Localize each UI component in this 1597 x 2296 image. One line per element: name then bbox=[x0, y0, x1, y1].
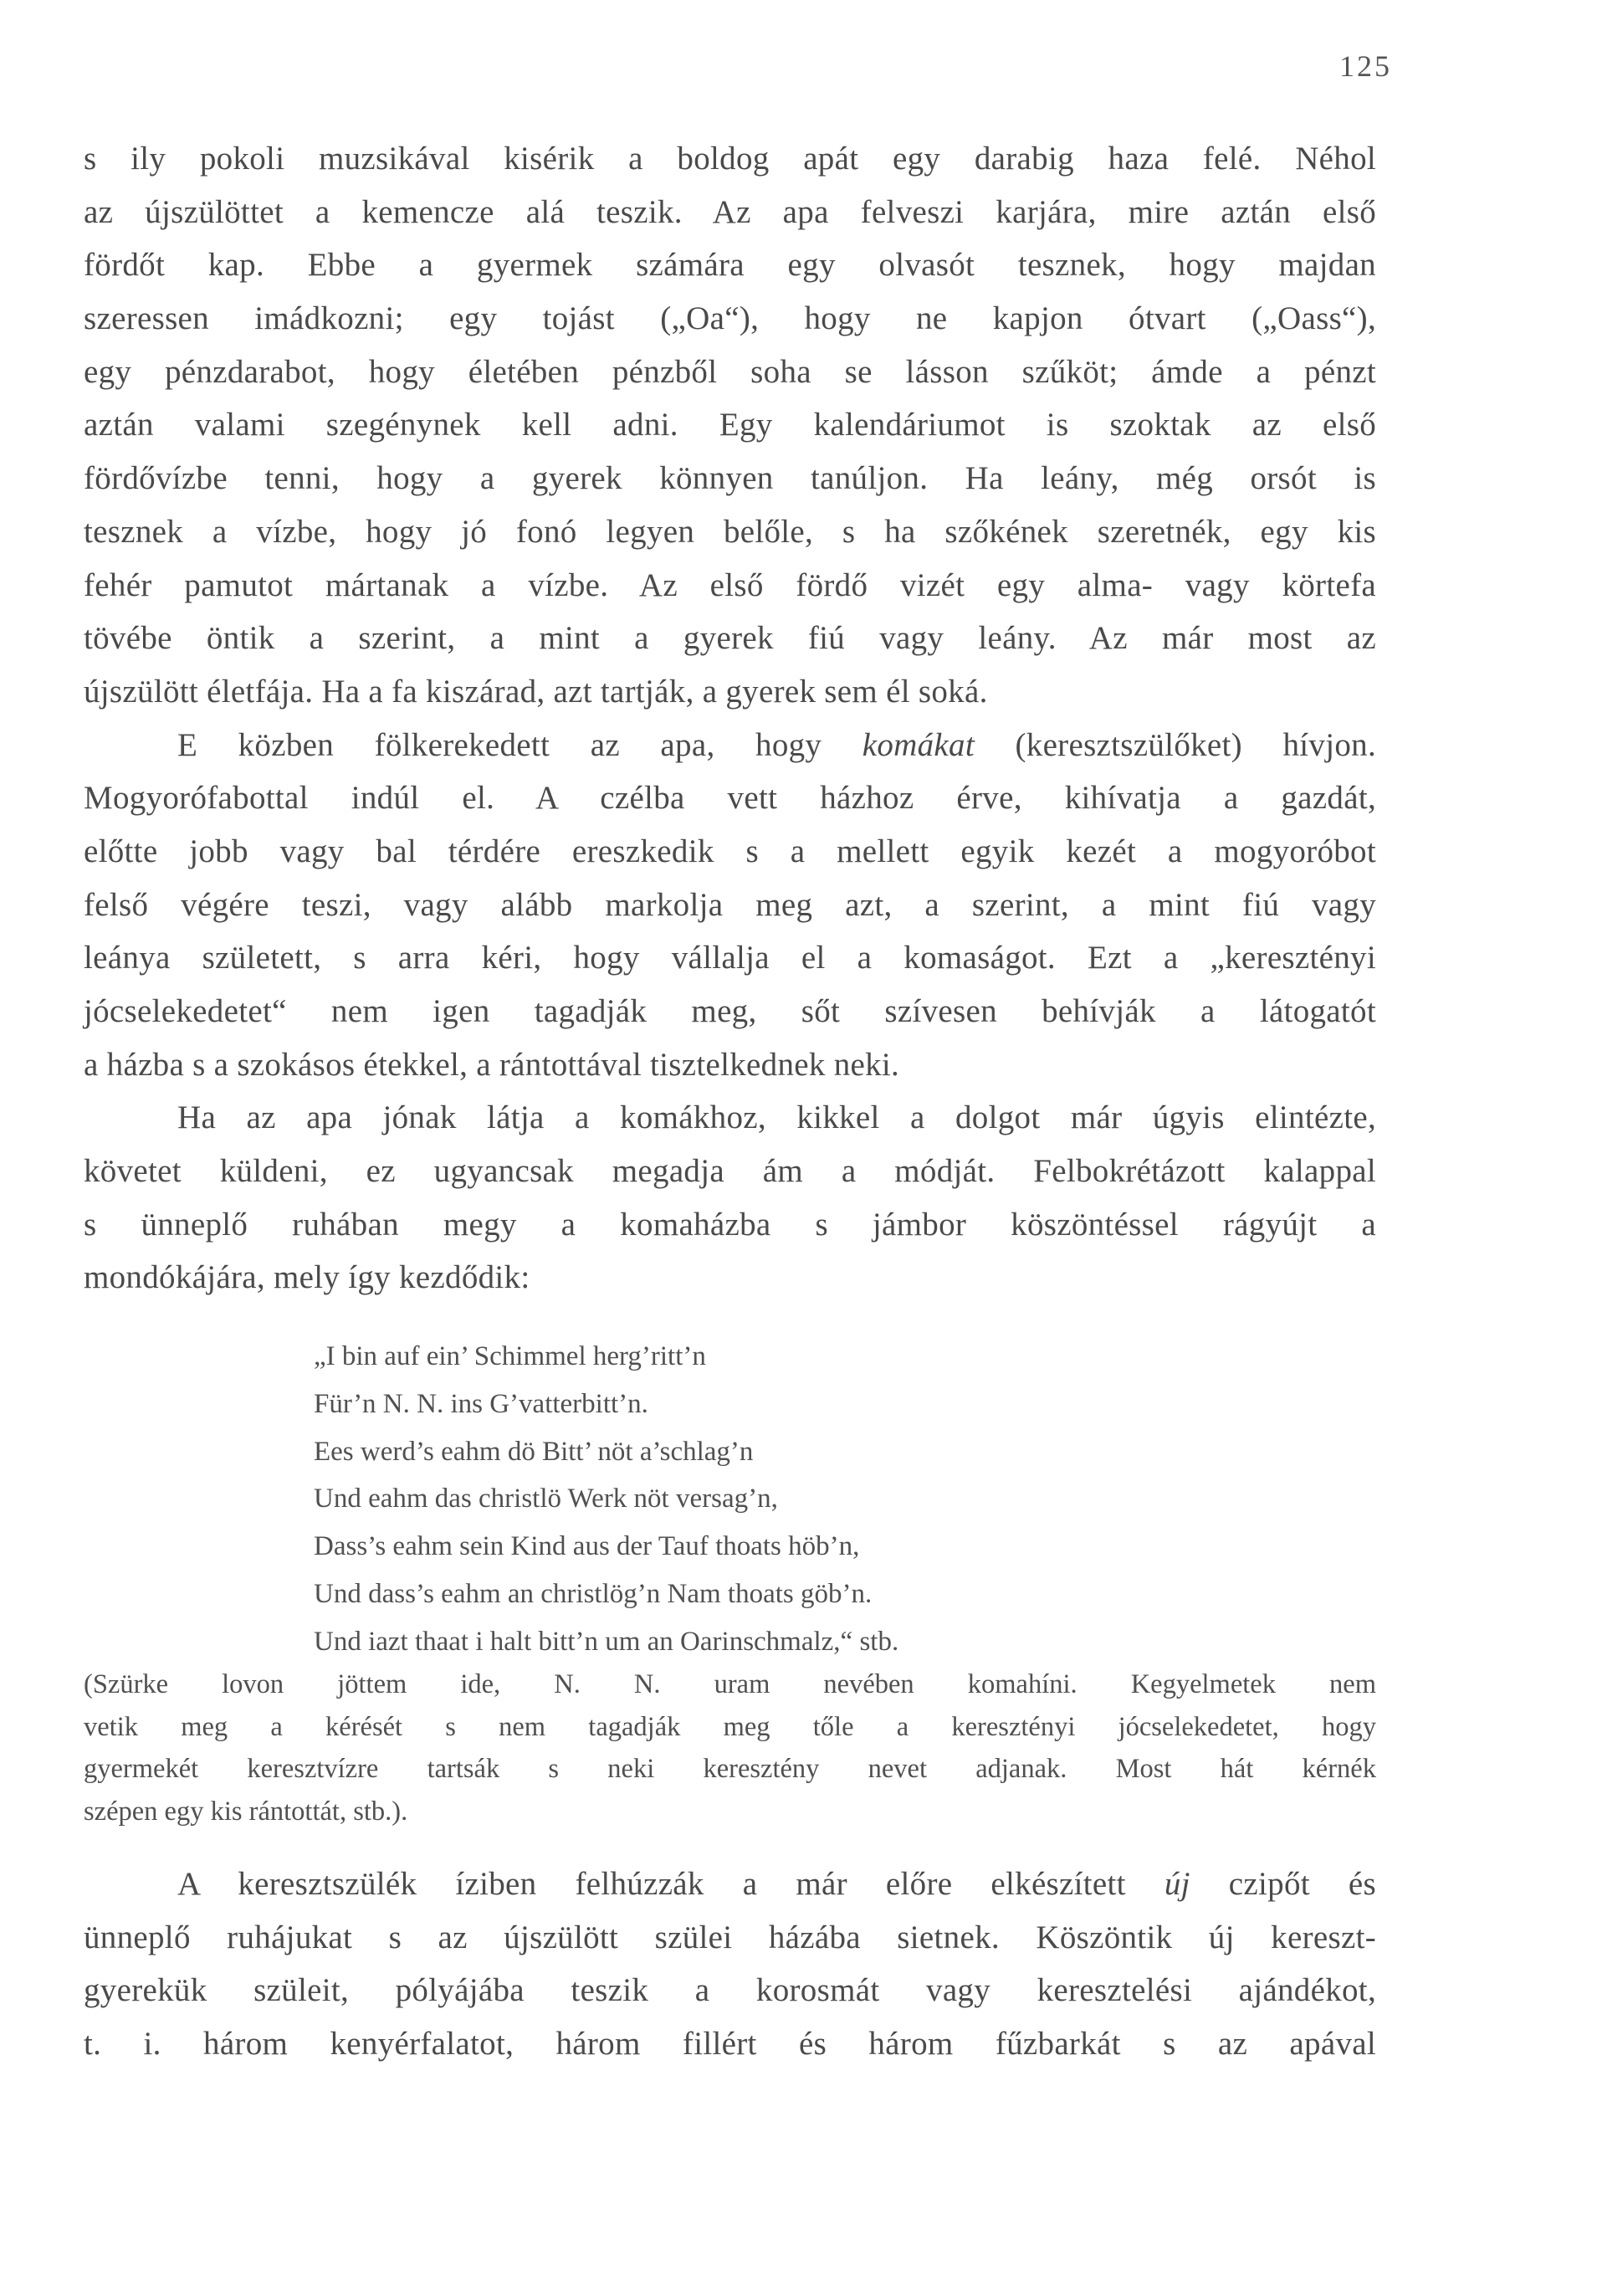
verse-line: Und eahm das christlö Werk nöt versag’n, bbox=[314, 1484, 778, 1514]
verse-line: Ees werd’s eahm dö Bitt’ nöt a’schlag’n bbox=[314, 1436, 754, 1467]
text-line: fehér pamutot mártanak a vízbe. Az első fördő vizét egy alma- vagy körtefa bbox=[84, 566, 1376, 603]
text-line: jócselekedetet“ nem igen tagadják meg, sőt szívesen behívják a látogatót bbox=[84, 993, 1376, 1029]
text-line: aztán valami szegénynek kell adni. Egy kalendáriumot is szoktak az első bbox=[84, 407, 1376, 443]
text-line: a házba s a szokásos étekkel, a rántottával tisztelkednek neki. bbox=[84, 1046, 900, 1083]
page-number: 125 bbox=[1339, 49, 1392, 83]
verse-line: „I bin auf ein’ Schimmel herg’ritt’n bbox=[314, 1341, 706, 1371]
verse-block bbox=[314, 1333, 898, 1666]
text-line: s ily pokoli muzsikával kisérik a boldog apát egy darabig haza felé. Néhol bbox=[84, 141, 1376, 177]
verse-line: Und dass’s eahm an christlög’n Nam thoats göb’n. bbox=[314, 1578, 873, 1609]
text-line: szeressen imádkozni; egy tojást („Oa“), hogy ne kapjon ótvart („Oass“), bbox=[84, 300, 1376, 337]
text-line: újszülött életfája. Ha a fa kiszárad, azt tartják, a gyerek sem él soká. bbox=[84, 673, 988, 710]
text-line: felső végére teszi, vagy alább markolja meg azt, a szerint, a mint fiú vagy bbox=[84, 886, 1376, 923]
text-run: (keresztszülőket) hívjon. bbox=[974, 726, 1376, 763]
text-line: ünneplő ruhájukat s az újszülött szülei házába sietnek. Köszöntik új kereszt- bbox=[84, 1919, 1376, 1955]
translation-line: (Szürke lovon jöttem ide, N. N. uram nevében komahíni. Kegyelmetek nem bbox=[84, 1669, 1376, 1699]
text-line: az újszülöttet a kemencze alá teszik. Az apa felveszi karjára, mire aztán első bbox=[84, 193, 1376, 230]
translation-line: szépen egy kis rántottát, stb.). bbox=[84, 1796, 408, 1827]
translation-line: gyermekét keresztvízre tartsák s neki keresztény nevet adjanak. Most hát kérnék bbox=[84, 1754, 1376, 1785]
body-text-bottom bbox=[84, 1858, 1376, 2071]
text-line: fördővízbe tenni, hogy a gyerek könnyen tanúljon. Ha leány, még orsót is bbox=[84, 460, 1376, 497]
text-line bbox=[84, 1858, 1376, 1911]
text-line: mondókájára, mely így kezdődik: bbox=[84, 1259, 530, 1296]
verse-translation bbox=[84, 1663, 1376, 1833]
text-line: gyerekük szüleit, pólyájába teszik a korosmát vagy keresztelési ajándékot, bbox=[84, 1972, 1376, 2009]
verse-line: Und iazt thaat i halt bitt’n um an Oarinschmalz,“ stb. bbox=[314, 1626, 899, 1657]
italic-term: komákat bbox=[862, 726, 975, 763]
text-line: Mogyorófabottal indúl el. A czélba vett házhoz érve, kihívatja a gazdát, bbox=[84, 780, 1376, 817]
text-line: előtte jobb vagy bal térdére ereszkedik s a mellett egyik kezét a mogyoróbot bbox=[84, 833, 1376, 869]
text-line: egy pénzdarabot, hogy életében pénzből soha se lásson szűköt; ámde a pénzt bbox=[84, 353, 1376, 390]
text-line: leánya született, s arra kéri, hogy vállalja el a komaságot. Ezt a „keresztényi bbox=[84, 940, 1376, 976]
text-line: Ha az apa jónak látja a komákhoz, kikkel a dolgot már úgyis elintézte, bbox=[177, 1099, 1376, 1136]
body-text-top bbox=[84, 132, 1376, 1304]
verse-line: Dass’s eahm sein Kind aus der Tauf thoats höb’n, bbox=[314, 1531, 860, 1562]
text-line: s ünneplő ruhában megy a komaházba s jámbor köszöntéssel rágyújt a bbox=[84, 1206, 1376, 1243]
text-line: követet küldeni, ez ugyancsak megadja ám a módját. Felbokrétázott kalappal bbox=[84, 1153, 1376, 1190]
text-run: A keresztszülék íziben felhúzzák a már előre elkészített bbox=[177, 1866, 1164, 1902]
text-line: tesznek a vízbe, hogy jó fonó legyen belőle, s ha szőkének szeretnék, egy kis bbox=[84, 513, 1376, 550]
italic-term: új bbox=[1164, 1866, 1190, 1902]
verse-line: Für’n N. N. ins G’vatterbitt’n. bbox=[314, 1388, 648, 1419]
text-run: czipőt és bbox=[1190, 1866, 1376, 1902]
translation-line: vetik meg a kérését s nem tagadják meg tőle a keresztényi jócselekedetet, hogy bbox=[84, 1711, 1376, 1742]
text-line bbox=[84, 719, 1376, 772]
text-line: t. i. három kenyérfalatot, három fillért és három fűzbarkát s az apával bbox=[84, 2026, 1376, 2063]
text-line: fördőt kap. Ebbe a gyermek számára egy olvasót tesznek, hogy majdan bbox=[84, 247, 1376, 284]
text-run: E közben fölkerekedett az apa, hogy bbox=[177, 726, 862, 763]
text-line: tövébe öntik a szerint, a mint a gyerek fiú vagy leány. Az már most az bbox=[84, 620, 1376, 657]
